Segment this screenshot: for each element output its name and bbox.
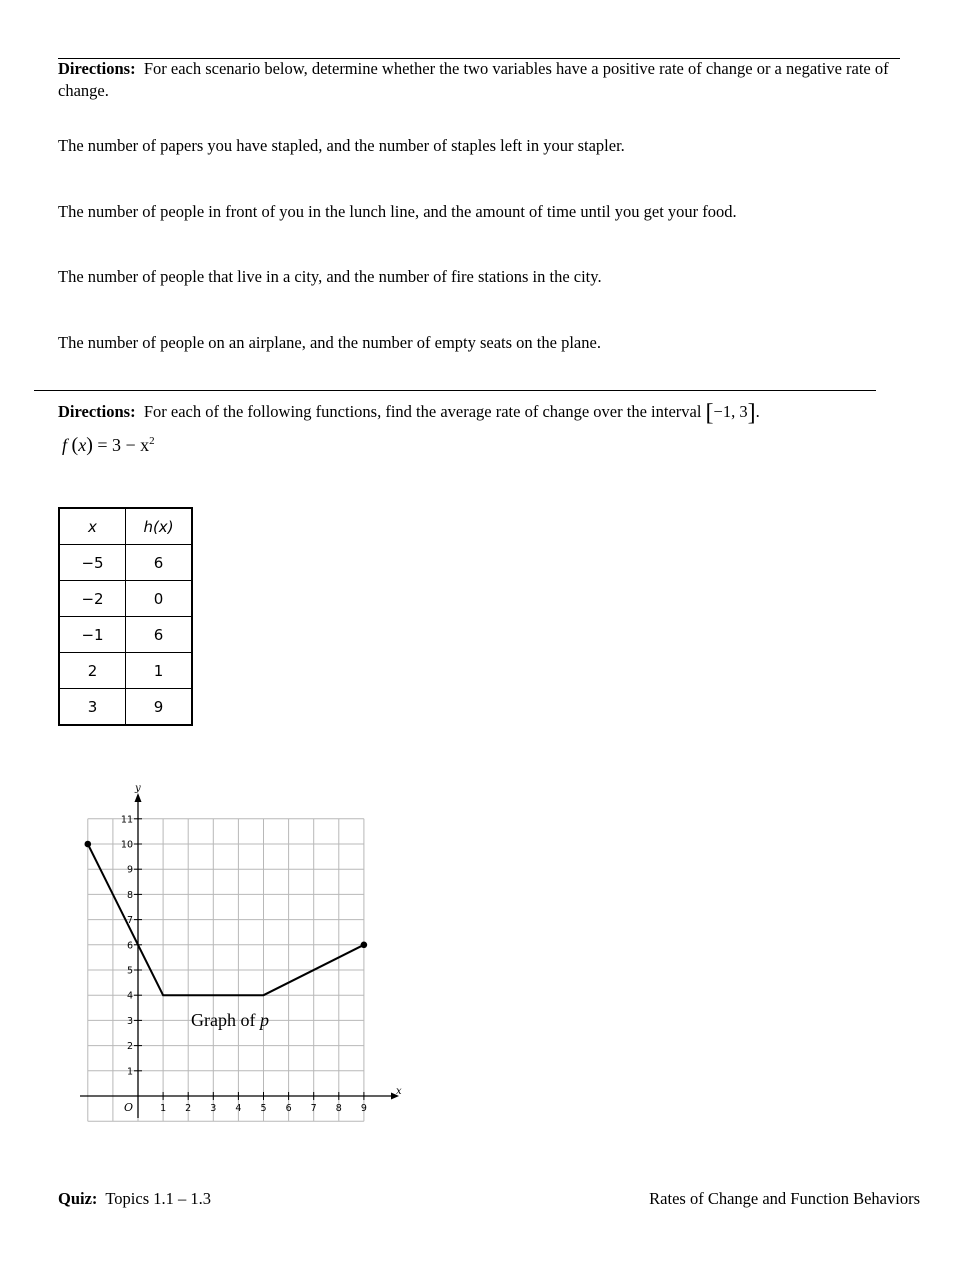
interval-text: −1, 3 [713,402,748,421]
origin-label: O [124,1101,134,1114]
directions-text: For each scenario below, determine whether the two variables have a positive rate of change or a negative rate of change. [58,59,889,100]
table-cell: 6 [126,545,193,581]
table-header-x: x [59,508,126,545]
table-cell: 1 [126,653,193,689]
quiz-label: Quiz: [58,1189,98,1208]
x-tick-label: 8 [335,1103,342,1114]
x-tick-label: 2 [185,1103,192,1114]
directions-text-2: For each of the following functions, find the average rate of change over the interval [143,402,702,421]
graph-title [191,1010,269,1030]
table-cell: 6 [126,617,193,653]
function-f: f $(x) = 3 - x^2$ [62,434,155,456]
y-tick-label: 3 [126,1015,133,1027]
x-tick-label: 1 [160,1103,167,1114]
y-tick-label: 11 [120,814,133,826]
scenario-1: The number of papers you have stapled, and the number of staples left in your stapler. [58,136,625,155]
x-tick-label: 6 [285,1103,292,1114]
scenario-4: The number of people on an airplane, and the number of empty seats on the plane. [58,333,601,352]
y-tick-label: 9 [126,864,133,876]
scenario-2: The number of people in front of you in the lunch line, and the amount of time until you get your food. [58,202,737,221]
y-tick-label: 7 [126,915,133,927]
y-tick-label: 4 [126,990,133,1002]
function-rhs: = 3 − x [97,435,150,455]
table-cell: −5 [59,545,126,581]
y-axis-arrow [135,793,142,802]
scenario-3: The number of people that live in a city, and the number of fire stations in the city. [58,267,602,286]
graph-title-prefix: Graph of [191,1010,260,1030]
y-tick-label: 8 [126,889,133,901]
interval-open: [ [705,400,714,426]
y-tick-label: 6 [126,940,133,952]
endpoint-dot [85,841,92,848]
graph-title-var: p [259,1010,269,1030]
footer-right-title: Rates of Change and Function Behaviors [649,1189,920,1208]
endpoint-dot [361,942,368,949]
x-tick-label: 7 [310,1103,317,1114]
interval-close: ] [747,400,756,426]
y-tick-label: 2 [126,1041,133,1053]
table-cell: 3 [59,689,126,726]
y-tick-label: 5 [126,965,133,977]
y-tick-label: 1 [126,1066,133,1078]
x-tick-label: 5 [260,1103,267,1114]
x-tick-label: 3 [210,1103,217,1114]
x-tick-label: 9 [360,1103,367,1114]
table-cell: −1 [59,617,126,653]
footer-left [58,1189,211,1209]
table-header-hx: h(x) [126,508,193,545]
table-cell: 9 [126,689,193,726]
function-var: x [78,435,87,455]
function-name: f [62,435,68,455]
function-exponent: 2 [149,435,155,447]
table-cell: −2 [59,581,126,617]
y-tick-label: 10 [120,839,133,851]
x-tick-label: 4 [235,1103,242,1114]
y-axis-label: y [135,783,141,794]
directions-label: Directions: [58,59,136,78]
table-cell: 0 [126,581,193,617]
quiz-topics: Topics 1.1 – 1.3 [105,1189,212,1208]
table-cell: 2 [59,653,126,689]
interval-period: . [755,402,760,421]
x-axis-label: x [396,1086,402,1097]
directions-label-2: Directions: [58,402,136,421]
